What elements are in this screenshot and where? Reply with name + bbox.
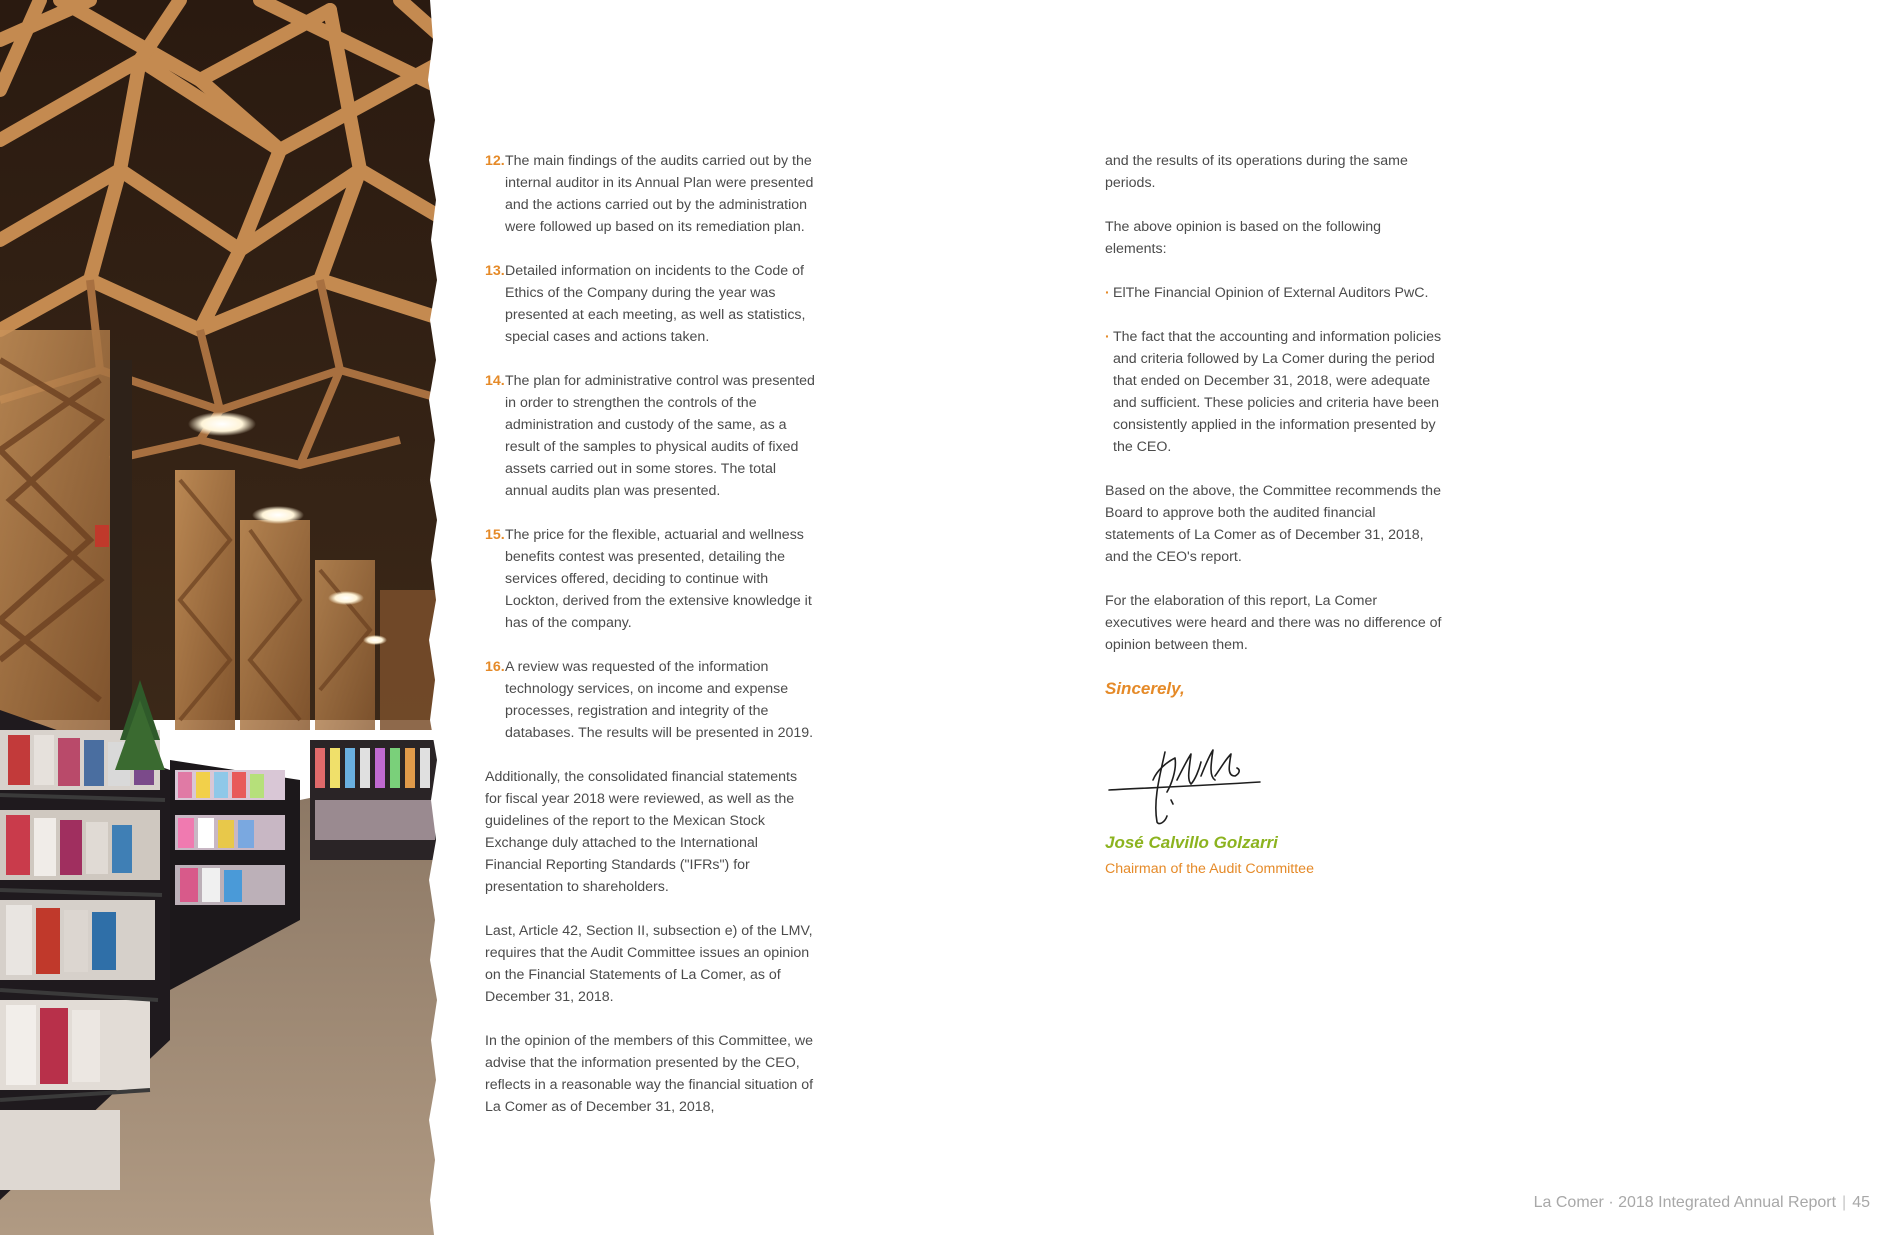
- list-item: [485, 260, 815, 348]
- list-item-number: 14.: [485, 373, 505, 389]
- closing-sincerely: Sincerely,: [1105, 679, 1185, 698]
- right-text-column: [1105, 150, 1445, 880]
- list-item: [485, 656, 815, 744]
- paragraph-recommendation: Based on the above, the Committee recommends the Board to approve both the audited financial statements of La Comer as of December 31, 2018, and the CEO's report.: [1105, 483, 1441, 565]
- page-footer: [1534, 1194, 1870, 1212]
- list-item-number: 16.: [485, 659, 505, 675]
- store-aisle-photo: [0, 0, 445, 1235]
- list-item: [485, 370, 815, 502]
- bullet-item: [1105, 282, 1445, 304]
- bullet-item: [1105, 326, 1445, 458]
- list-item-number: 12.: [485, 153, 505, 169]
- bullet-text: The fact that the accounting and information policies and criteria followed by La Comer during the period that ended on December 31, 2018, were adequate and sufficient. These policies and criteria have been consistently applied in the information presented by the CEO.: [1113, 329, 1442, 455]
- list-item-number: 15.: [485, 527, 505, 543]
- left-text-column: [485, 150, 815, 1140]
- list-item-text: The price for the flexible, actuarial and wellness benefits contest was presented, detailing the services offered, deciding to continue with Lockton, derived from the extensive knowledge it has of the company.: [505, 527, 812, 631]
- footer-separator: |: [1842, 1194, 1847, 1211]
- list-item: [485, 150, 815, 238]
- list-item-text: Detailed information on incidents to the Code of Ethics of the Company during the year was presented at each meeting, as well as statistics, special cases and actions taken.: [505, 263, 806, 345]
- paragraph-operations-results: and the results of its operations during the same periods.: [1105, 153, 1408, 191]
- list-item-text: The main findings of the audits carried out by the internal auditor in its Annual Plan were presented and the actions carried out by the administration were followed up based on its remediation plan.: [505, 153, 814, 235]
- paragraph-consolidated-statements: Additionally, the consolidated financial statements for fiscal year 2018 were reviewed, as well as the guidelines of the report to the Mexican Stock Exchange duly attached to the International Financial Reporting Standards ("IFRs") for presentation to shareholders.: [485, 769, 798, 895]
- footer-report-title: La Comer · 2018 Integrated Annual Report: [1533, 1194, 1837, 1211]
- signer-title: Chairman of the Audit Committee: [1105, 861, 1314, 877]
- list-item-text: A review was requested of the information technology services, on income and expense processes, registration and integrity of the databases. The results will be presented in 2019.: [505, 659, 814, 741]
- bullet-dot-icon: ·: [1105, 329, 1110, 345]
- list-item-text: The plan for administrative control was presented in order to strengthen the controls of the administration and custody of the same, as a result of the samples to physical audits of fixed assets carried out in some stores. The total annual audits plan was presented.: [505, 373, 815, 499]
- paragraph-opinion-basis: The above opinion is based on the following elements:: [1105, 219, 1382, 257]
- paragraph-committee-opinion: In the opinion of the members of this Committee, we advise that the information presented by the CEO, reflects in a reasonable way the financial situation of La Comer as of December 31, 2018,: [485, 1033, 814, 1115]
- bullet-text: ElThe Financial Opinion of External Auditors PwC.: [1113, 285, 1429, 301]
- list-item-number: 13.: [485, 263, 505, 279]
- paragraph-elaboration: For the elaboration of this report, La Comer executives were heard and there was no difference of opinion between them.: [1105, 593, 1442, 653]
- bullet-dot-icon: ·: [1105, 285, 1110, 301]
- page-number: 45: [1852, 1194, 1870, 1211]
- signature-image: [1105, 730, 1275, 830]
- list-item: [485, 524, 815, 634]
- signer-name: José Calvillo Golzarri: [1105, 833, 1278, 852]
- paragraph-article-42: Last, Article 42, Section II, subsection e) of the LMV, requires that the Audit Committee issues an opinion on the Financial Statements of La Comer, as of December 31, 2018.: [485, 923, 813, 1005]
